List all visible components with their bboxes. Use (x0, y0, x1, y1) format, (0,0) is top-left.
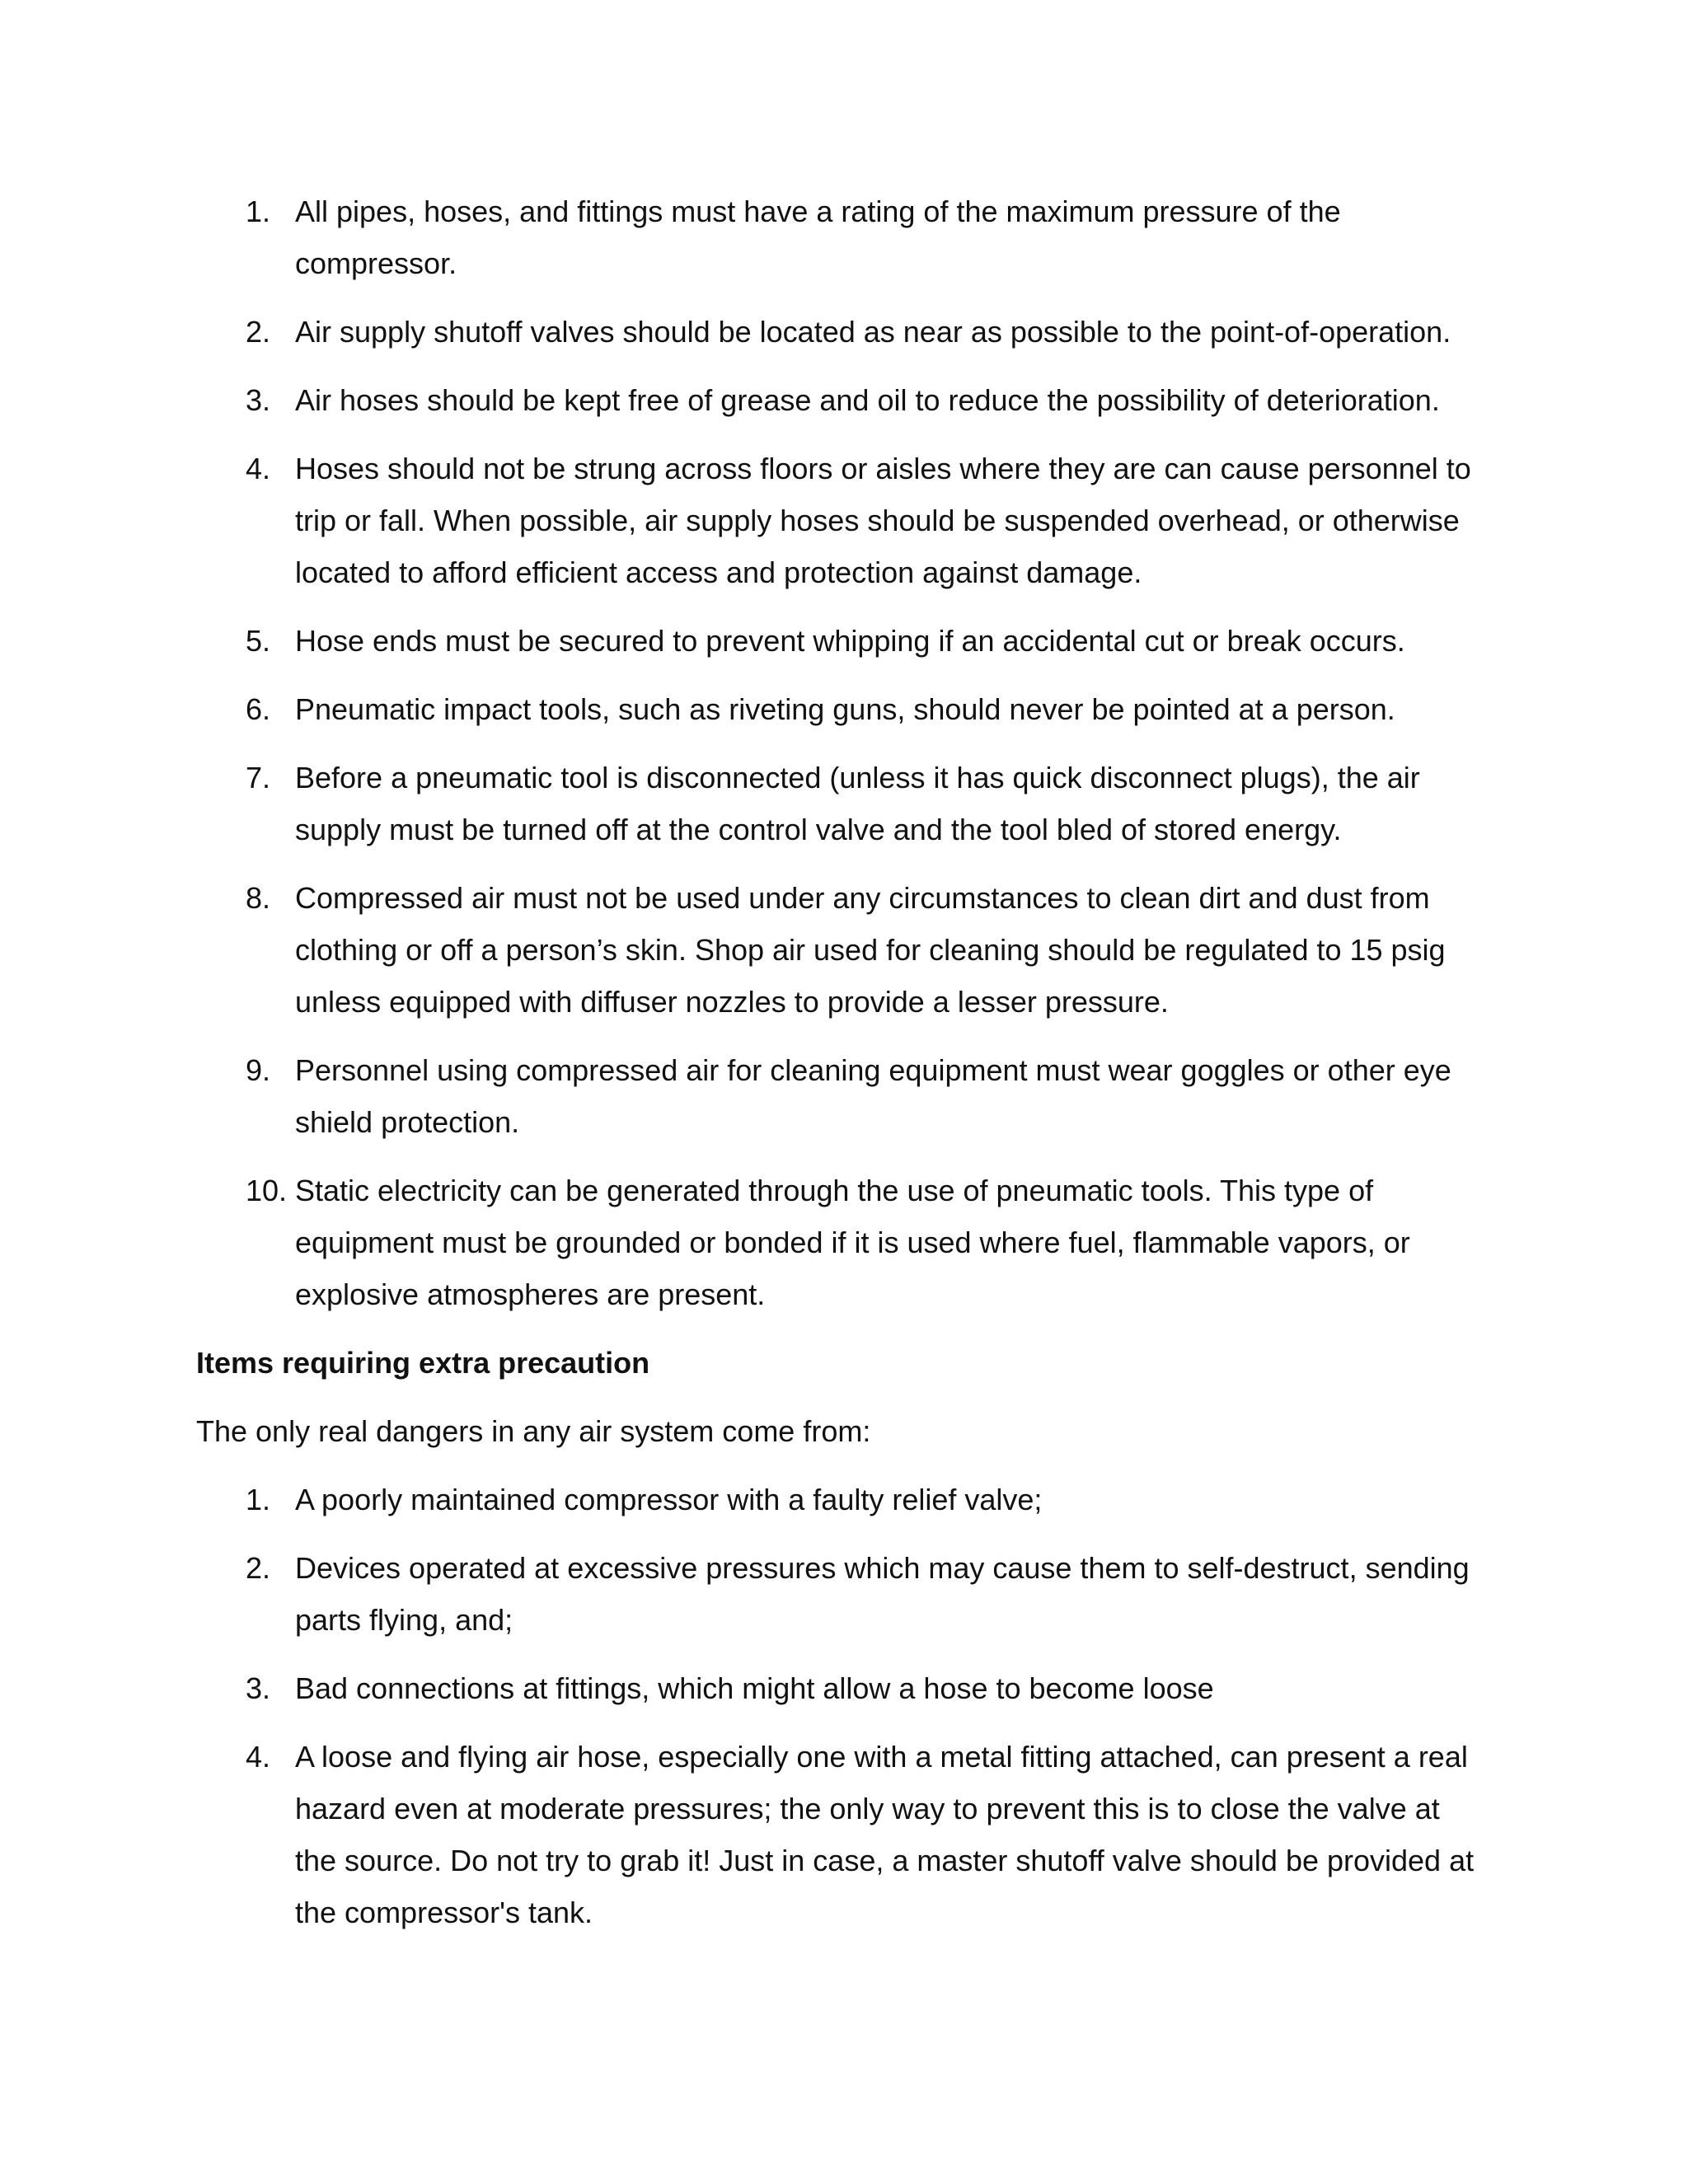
list-item-text: All pipes, hoses, and fittings must have a rating of the maximum pressure of the compressor. (295, 194, 1341, 280)
list-item-text: A poorly maintained compressor with a faulty relief valve; (295, 1483, 1043, 1516)
list-item-number: 2. (246, 1551, 271, 1585)
list-item-number: 4. (246, 452, 271, 485)
list-item-number: 1. (246, 1483, 271, 1516)
list-item-text: Devices operated at excessive pressures which may cause them to self-destruct, sending parts flying, and; (295, 1551, 1470, 1637)
list-item-text: Static electricity can be generated through the use of pneumatic tools. This type of equipment must be grounded or bonded if it is used where fuel, flammable vapors, or explosive atmospheres are present. (295, 1174, 1410, 1311)
list-item-text: Compressed air must not be used under any circumstances to clean dirt and dust from clothing or off a person’s skin. Shop air used for cleaning should be regulated to 15 psig unless equipped with diffuser nozzles to provide a lesser pressure. (295, 881, 1446, 1019)
list-item (196, 1165, 1482, 1320)
list-item-number: 3. (246, 1671, 271, 1705)
list-item-text: Hose ends must be secured to prevent whipping if an accidental cut or break occurs. (295, 624, 1405, 658)
list-item-number: 9. (246, 1053, 271, 1087)
list-item (196, 683, 1482, 735)
list-item-number: 10. (246, 1174, 288, 1207)
list-item (196, 1662, 1482, 1714)
list-item-number: 7. (246, 761, 271, 794)
list-item (196, 615, 1482, 667)
dangers-list (196, 1474, 1482, 1938)
list-item-text: Air supply shutoff valves should be located as near as possible to the point-of-operation. (295, 315, 1451, 349)
list-item (196, 306, 1482, 358)
list-item-number: 6. (246, 692, 271, 726)
list-item-number: 5. (246, 624, 271, 658)
list-item (196, 1044, 1482, 1148)
list-item-text: Personnel using compressed air for cleaning equipment must wear goggles or other eye shield protection. (295, 1053, 1451, 1139)
list-item (196, 752, 1482, 855)
list-item-text: Pneumatic impact tools, such as riveting guns, should never be pointed at a person. (295, 692, 1395, 726)
list-item-number: 1. (246, 194, 271, 228)
safety-rules-list (196, 185, 1482, 1320)
list-item (196, 1542, 1482, 1646)
section-intro: The only real dangers in any air system come from: (196, 1414, 871, 1448)
list-item-number: 4. (246, 1740, 271, 1774)
list-item-number: 3. (246, 383, 271, 417)
list-item-text: Before a pneumatic tool is disconnected (unless it has quick disconnect plugs), the air supply must be turned off at the control valve and the tool bled of stored energy. (295, 761, 1420, 846)
list-item (196, 185, 1482, 289)
list-item-text: Air hoses should be kept free of grease and oil to reduce the possibility of deterioration. (295, 383, 1440, 417)
section-heading: Items requiring extra precaution (196, 1346, 650, 1380)
list-item-number: 8. (246, 881, 271, 915)
list-item-text: A loose and flying air hose, especially one with a metal fitting attached, can present a real hazard even at moderate pressures; the only way to prevent this is to close the valve at the source. Do not try to grab it! Just in case, a master shutoff valve should be provided at the compressor's tank. (295, 1740, 1475, 1929)
list-item-number: 2. (246, 315, 271, 349)
list-item-text: Bad connections at fittings, which might allow a hose to become loose (295, 1671, 1214, 1705)
list-item (196, 872, 1482, 1028)
list-item (196, 1474, 1482, 1526)
document-body (196, 185, 1482, 1955)
list-item (196, 374, 1482, 426)
list-item (196, 443, 1482, 598)
list-item (196, 1731, 1482, 1938)
list-item-text: Hoses should not be strung across floors or aisles where they are can cause personnel to trip or fall. When possible, air supply hoses should be suspended overhead, or otherwise located to afford efficient access and protection against damage. (295, 452, 1471, 589)
